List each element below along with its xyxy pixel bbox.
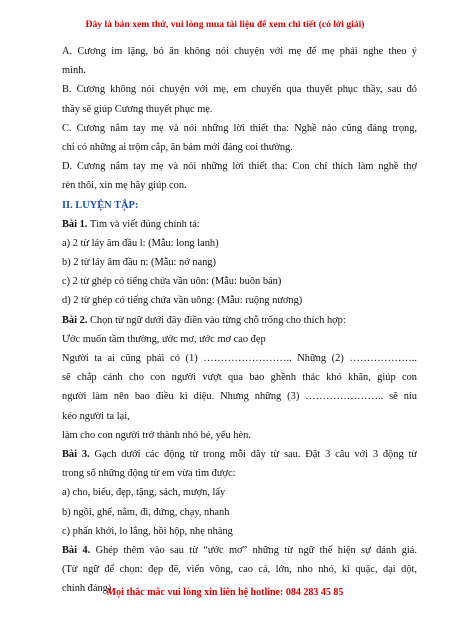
exercise-2-line-5: làm cho con người trở thành nhỏ bé, yếu hèn. <box>62 429 251 441</box>
exercise-4-heading <box>62 541 417 560</box>
exercise-3-item-a: a) cho, biếu, đẹp, tặng, sách, mượn, lấy <box>62 487 226 499</box>
exercise-3-item-b: b) ngồi, ghế, nằm, đi, đứng, chạy, nhanh <box>62 506 230 518</box>
exercise-4-label: Bài 4. <box>62 544 91 556</box>
exercise-1-item-a: a) 2 từ láy âm đầu l: (Mẫu: long lanh) <box>62 237 219 249</box>
exercise-4-prompt-1: Ghép thêm vào sau từ “ước mơ” những từ ngữ thể hiện sự đánh giá. <box>90 544 417 556</box>
exercise-3-item-c: c) phấn khởi, lo lắng, hồi hộp, nhẹ nhàng <box>62 525 233 537</box>
exercise-2-prompt: Chọn từ ngữ dưới đây điền vào từng chỗ trống cho thích hợp: <box>87 314 346 326</box>
option-a-line-1: A. Cương im lặng, bỏ ăn không nói chuyện với mẹ để mẹ phải nghe theo ý <box>62 46 417 57</box>
exercise-2-label: Bài 2. <box>62 314 88 326</box>
exercise-3-label: Bài 3. <box>62 448 90 460</box>
exercise-2-word-bank: Ước muốn tầm thường, ước mơ, ước mơ cao đẹp <box>62 333 266 345</box>
exercise-1-item-b: b) 2 từ láy âm đầu n: (Mẫu: nở nang) <box>62 257 216 269</box>
preview-notice: Đây là bản xem thử, vui lòng mua tài liệu để xem chi tiết (có lời giải) <box>85 19 365 30</box>
exercise-2-line-4: kéo người ta lại, <box>62 410 130 422</box>
option-b-line-1: B. Cương không nói chuyện với mẹ, em chuyển qua thuyết phục thầy, sau đó <box>62 84 417 96</box>
exercise-2-line-1: Người ta ai cũng phải có (1) …………………….. Những (2) ……………….. <box>62 353 417 364</box>
section-title: II. LUYỆN TẬP: <box>62 199 139 211</box>
exercise-4-prompt-3: chính đáng) <box>62 583 112 595</box>
hotline-footer: Mọi thắc mắc vui lòng xin liên hệ hotline: 084 283 45 85 <box>106 587 344 598</box>
exercise-3-prompt-1: Gạch dưới các động từ trong mỗi dãy từ sau. Đặt 3 câu với 3 động từ <box>89 448 417 460</box>
exercise-1-prompt: Tìm và viết đúng chính tả: <box>87 218 200 230</box>
document-body <box>62 42 417 598</box>
option-c-line-2: chỉ có những ai trộm cắp, ăn bám mới đáng coi thường. <box>62 141 293 153</box>
exercise-1-heading <box>62 215 417 234</box>
option-b-line-2: thầy sẽ giúp Cương thuyết phục mẹ. <box>62 103 213 115</box>
exercise-2-heading <box>62 311 417 330</box>
exercise-2-line-3: người làm nên bao điều kì diệu. Nhưng những (3) ………………….. sẽ níu <box>62 391 417 403</box>
exercise-1-item-c: c) 2 từ ghép có tiếng chứa vần uôn: (Mẫu: buôn bán) <box>62 276 282 288</box>
exercise-1-item-d: d) 2 từ ghép có tiếng chứa vần uông: (Mẫu: ruộng nương) <box>62 295 303 307</box>
exercise-1-label: Bài 1. <box>62 218 88 230</box>
option-d-line-1: D. Cương nắm tay mẹ và nói những lời thiết tha: Con chỉ thích làm nghề thợ <box>62 161 417 173</box>
option-a-line-2: mình. <box>62 65 86 77</box>
exercise-3-prompt-2: trong số những động từ em vừa tìm được: <box>62 468 236 480</box>
exercise-2-line-2: sẽ chắp cánh cho con người vượt qua bao ghềnh thác khó khăn, giúp con <box>62 372 417 384</box>
exercise-3-heading <box>62 445 417 464</box>
option-c-line-1: C. Cương nắm tay mẹ và nói những lời thiết tha: Nghề nào cũng đáng trọng, <box>62 122 417 134</box>
exercise-4-prompt-2: (Từ ngữ để chọn: đẹp đẽ, viển vông, cao cả, lớn, nho nhỏ, kì quặc, dại dột, <box>62 564 417 576</box>
option-d-line-2: rèn thôi, xin mẹ hãy giúp con. <box>62 180 187 192</box>
